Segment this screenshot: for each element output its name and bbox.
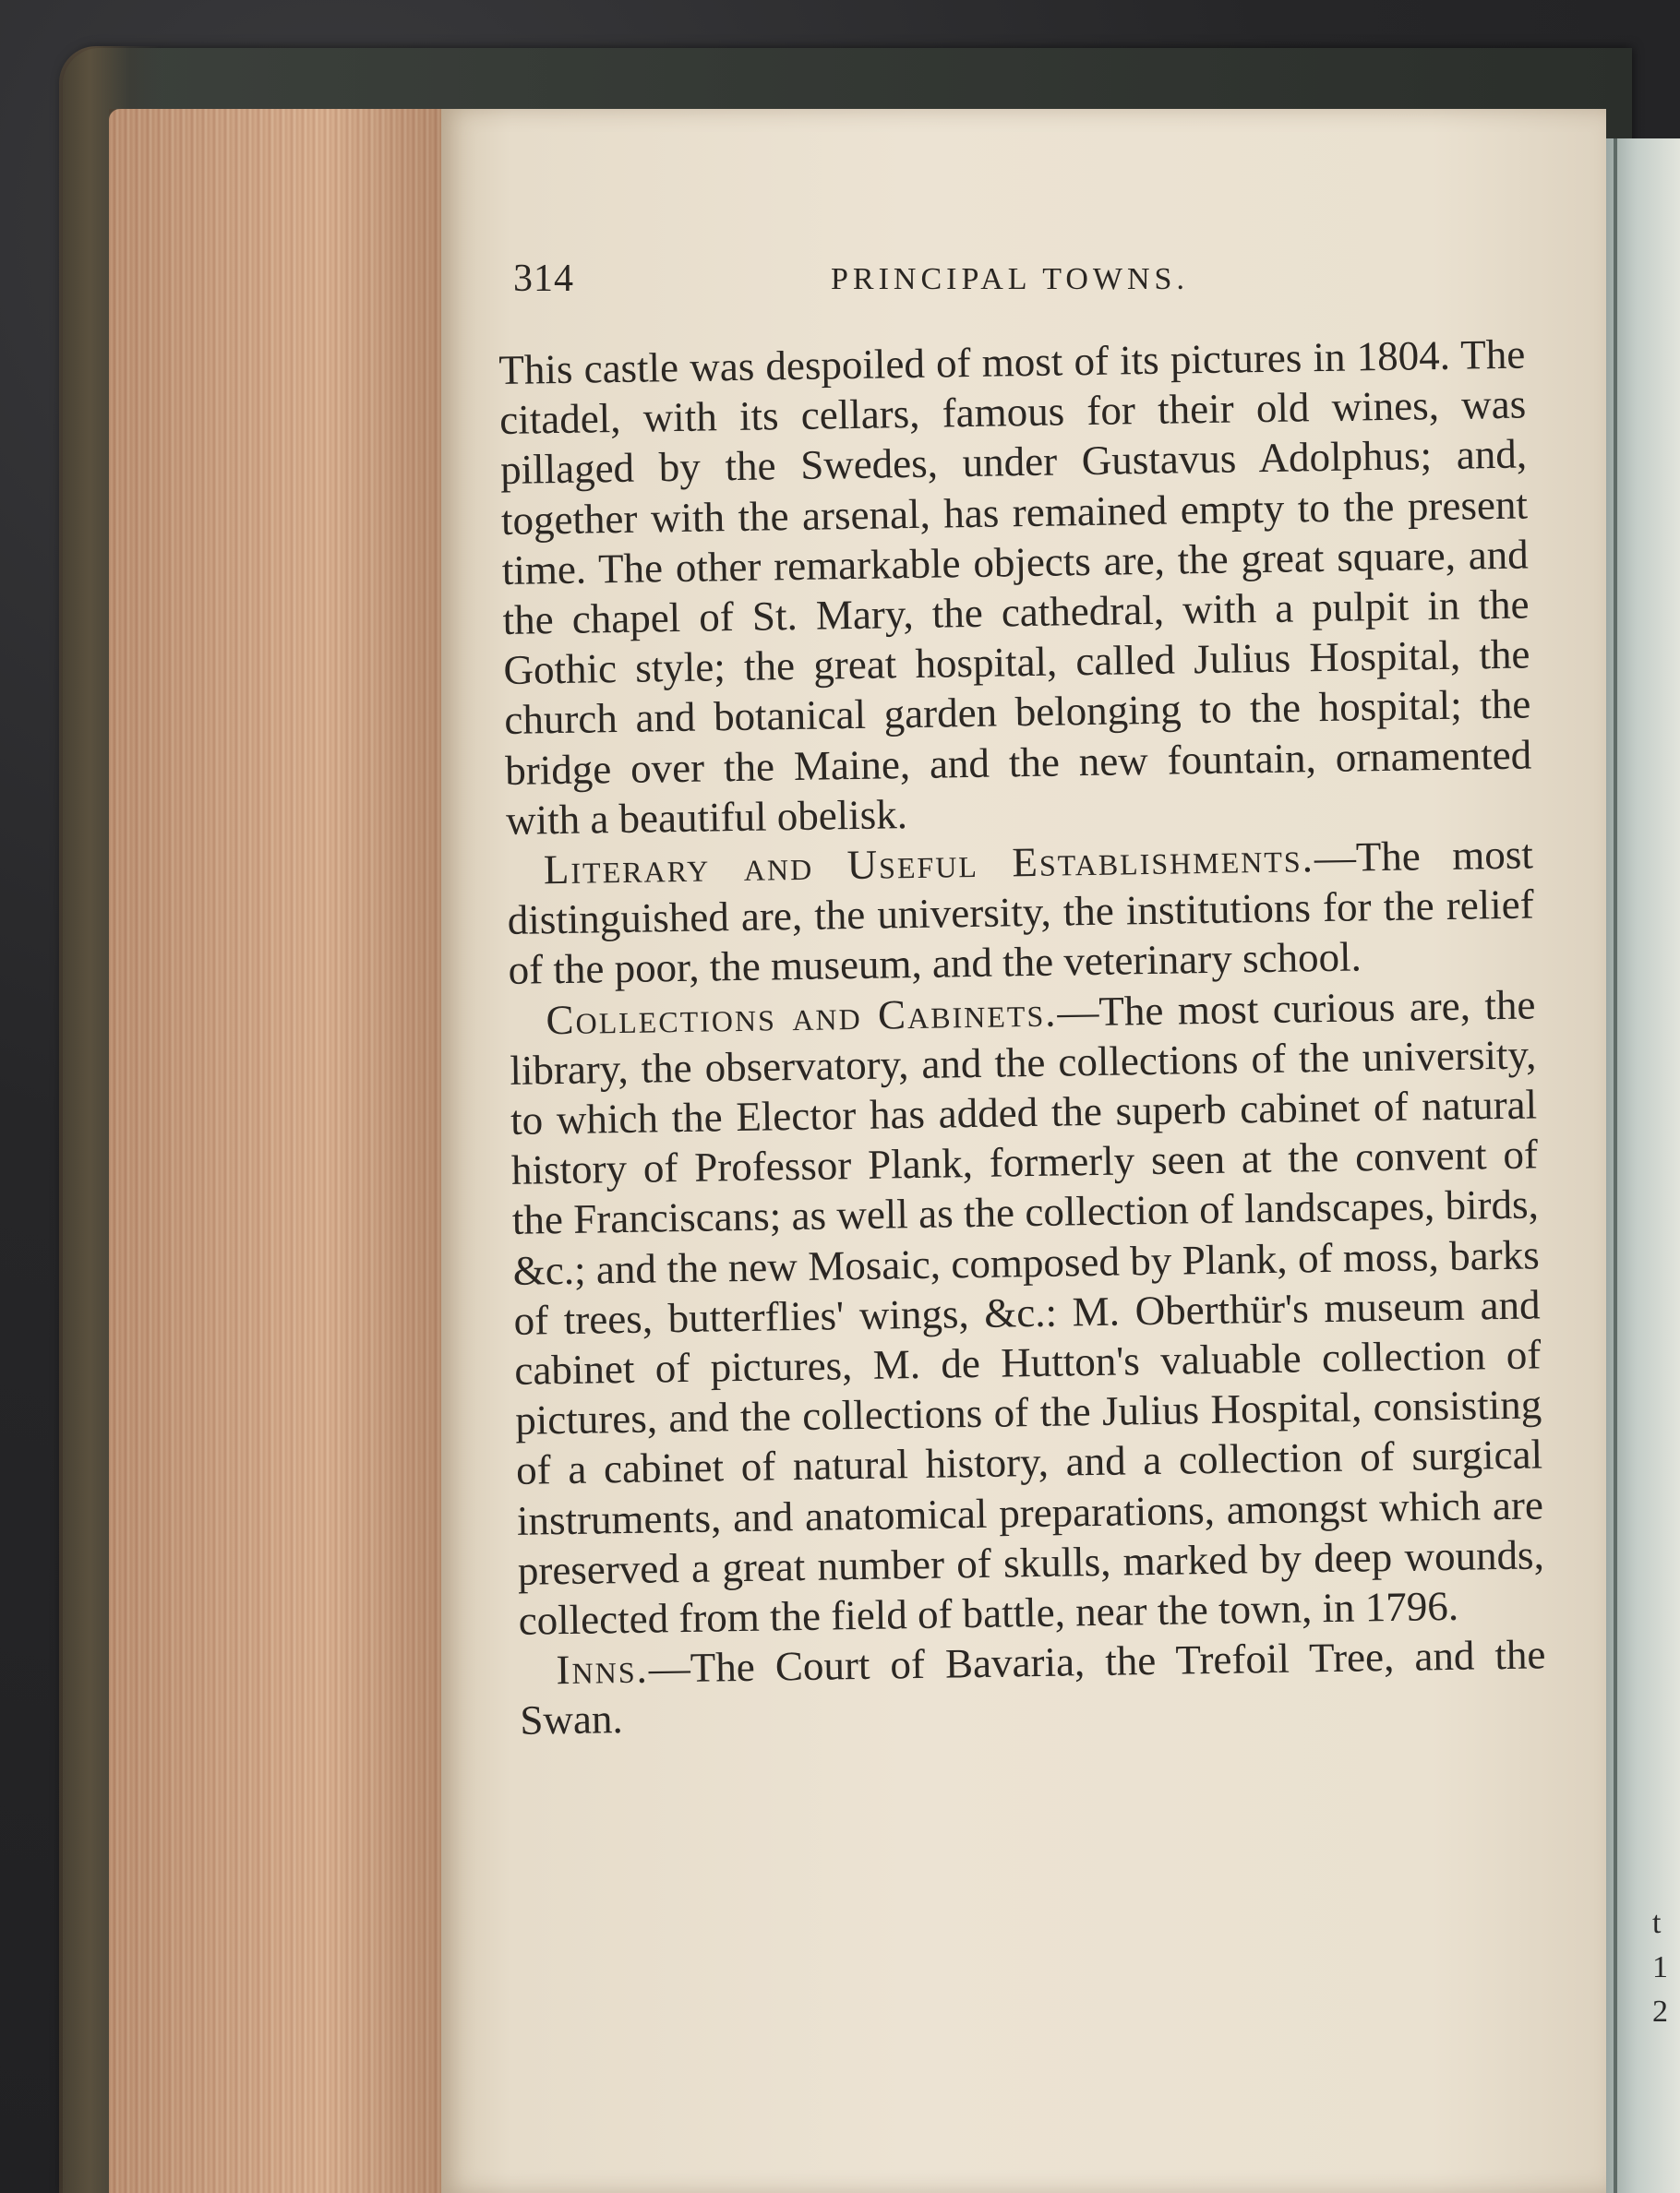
adjacent-page-edge-line xyxy=(1614,138,1617,2193)
body-text xyxy=(498,330,1547,1746)
paragraph xyxy=(509,979,1545,1646)
section-heading: Collections and Cabinets. xyxy=(546,989,1058,1043)
adjacent-page-strip xyxy=(1606,138,1680,2193)
paragraph-text: This castle was despoiled of most of its pictures in 1804. The citadel, with its cellars, famous for their old wines, was pillaged by the Swedes, under Gustavus Adolphus; and, together with the arsenal, has remained empty to the present time. The other remarkable objects are, the great square, and the chapel of St. Mary, the cathedral, with a pulpit in the Gothic style; the great hospital, called Julius Hospital, the church and botanical garden belonging to the hospital; the bridge over the Maine, and the new fountain, ornamented with a beautiful obelisk. xyxy=(498,330,1532,844)
adjacent-fragment: 1 xyxy=(1652,1950,1668,1984)
paragraph xyxy=(498,330,1532,845)
section-heading: Literary and Useful Establishments. xyxy=(543,834,1315,893)
adjacent-fragment: t xyxy=(1652,1906,1662,1940)
running-head: PRINCIPAL TOWNS. xyxy=(831,262,1189,296)
page-header xyxy=(513,257,1510,312)
paragraph-text: —The most curious are, the library, the observatory, and the collections of the university, to which the Elector has added the superb cabinet of natural history of Professor Plank, formerly seen at the convent of the Franciscans; as well as the collection of landscapes, birds, &c.; and the new Mosaic, composed by Plank, of moss, barks of trees, butterflies' wings, &c.: M. Oberthür's museum and cabinet of pictures, M. de Hutton's valuable collection of pictures, and the collections of the Julius Hospital, consisting of a cabinet of natural history, and a collection of surgical instruments, and anatomical preparations, amongst which are preserved a great number of skulls, marked by deep wounds, collected from the field of battle, near the town, in 1796. xyxy=(509,981,1545,1644)
section-heading: Inns. xyxy=(556,1645,650,1694)
paragraph-text: —The most distinguished are, the university, the institutions for the relief of the poor, the museum, and the veterinary school. xyxy=(507,831,1535,994)
adjacent-page-fragments xyxy=(1652,1901,1680,2034)
page-fore-edge xyxy=(109,109,469,2193)
paragraph xyxy=(519,1630,1547,1746)
page-number: 314 xyxy=(513,258,574,300)
paragraph-text: —The Court of Bavaria, the Trefoil Tree, and the Swan. xyxy=(520,1631,1546,1744)
paragraph xyxy=(507,829,1535,995)
adjacent-fragment: 2 xyxy=(1652,1995,1668,2029)
